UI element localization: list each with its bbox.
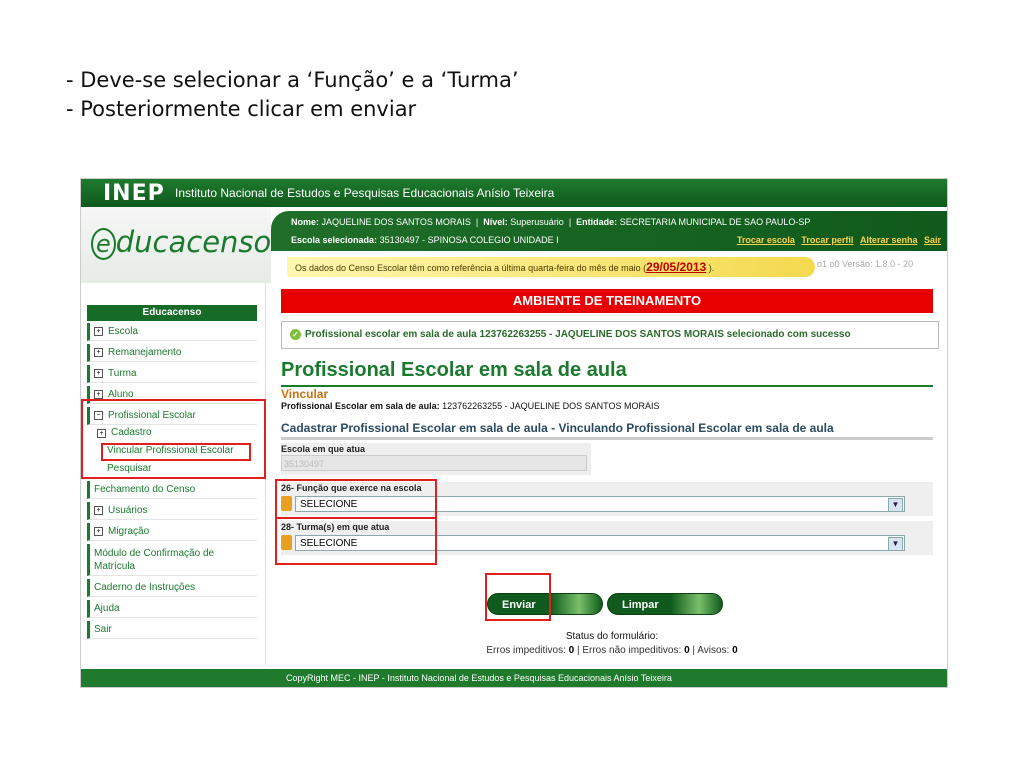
- expand-icon[interactable]: +: [94, 348, 103, 357]
- collapse-icon[interactable]: −: [94, 411, 103, 420]
- version-label: o1 o0 Versão: 1.8.0 - 20: [817, 259, 914, 269]
- sidebar-item-profissional-escolar[interactable]: − Profissional Escolar: [87, 407, 257, 425]
- header-links: [733, 235, 941, 245]
- trocar-perfil-link[interactable]: Trocar perfil: [801, 235, 854, 245]
- page-subtitle: Vincular: [281, 387, 329, 401]
- chevron-down-icon[interactable]: ▼: [888, 537, 903, 551]
- sidebar-subitem-pesquisar[interactable]: Pesquisar: [107, 463, 152, 474]
- header: [81, 207, 947, 283]
- alterar-senha-link[interactable]: Alterar senha: [859, 235, 918, 245]
- highlight-profissional-menu: [81, 399, 266, 479]
- sidebar-subitem-cadastro[interactable]: + Cadastro: [97, 427, 152, 438]
- sidebar-item-escola[interactable]: + Escola: [87, 323, 257, 341]
- form-status-title: Status do formulário:: [565, 631, 659, 642]
- footer: CopyRight MEC - INEP - Instituto Nacional de Estudos e Pesquisas Educacionais Anísio Teixeira: [81, 669, 947, 687]
- chevron-down-icon[interactable]: ▼: [888, 498, 903, 512]
- page-title: Profissional Escolar em sala de aula: [281, 359, 933, 387]
- inep-logo: INEP: [103, 181, 165, 206]
- check-icon: ✓: [290, 329, 301, 340]
- escola-label: Escola em que atua: [281, 444, 366, 454]
- sidebar-item-turma[interactable]: + Turma: [87, 365, 257, 383]
- expand-icon[interactable]: +: [94, 390, 103, 399]
- sidebar-item-aluno[interactable]: + Aluno: [87, 386, 257, 404]
- escola-field: 35130497: [281, 455, 587, 471]
- selected-professional: Profissional Escolar em sala de aula: 123762263255 - JAQUELINE DOS SANTOS MORAIS: [281, 401, 660, 411]
- trocar-escola-link[interactable]: Trocar escola: [736, 235, 795, 245]
- highlight-vincular-item: [101, 443, 251, 461]
- expand-icon[interactable]: +: [94, 527, 103, 536]
- inep-institute-name: Instituto Nacional de Estudos e Pesquisas Educacionais Anísio Teixeira: [175, 186, 555, 200]
- user-info-line: Nome: JAQUELINE DOS SANTOS MORAIS | Nível: Superusuário | Entidade: SECRETARIA MUNICIPAL DE SAO PAULO-SP: [291, 217, 811, 227]
- training-banner: AMBIENTE DE TREINAMENTO: [281, 289, 933, 313]
- sidebar-subitem-vincular[interactable]: Vincular Profissional Escolar: [107, 445, 234, 456]
- instructions: [66, 66, 519, 124]
- sidebar-item-sair[interactable]: Sair: [87, 621, 257, 639]
- sidebar-item-modulo-confirmacao[interactable]: Módulo de Confirmação de Matrícula: [87, 544, 257, 576]
- expand-icon[interactable]: +: [94, 506, 103, 515]
- inep-topbar: [81, 179, 947, 207]
- sidebar-title: Educacenso: [87, 305, 257, 321]
- sidebar-item-usuarios[interactable]: + Usuários: [87, 502, 257, 520]
- turma-label: 28- Turma(s) em que atua: [281, 522, 390, 532]
- limpar-button[interactable]: Limpar: [607, 593, 723, 615]
- expand-icon[interactable]: +: [94, 327, 103, 336]
- main-content: [277, 283, 947, 665]
- school-info-line: Escola selecionada: 35130497 - SPINOSA COLEGIO UNIDADE I: [291, 235, 559, 245]
- app-window: [80, 178, 948, 688]
- form-status-counts: Erros impeditivos: 0 | Erros não impeditivos: 0 | Avisos: 0: [486, 645, 738, 656]
- instruction-line-1: - Deve-se selecionar a ‘Função’ e a ‘Turma’: [66, 68, 519, 92]
- section-title: Cadastrar Profissional Escolar em sala de aula - Vinculando Profissional Escolar em sala de aula: [281, 421, 933, 440]
- enviar-button[interactable]: Enviar: [487, 593, 603, 615]
- highlight-turma: [275, 517, 437, 565]
- turma-select[interactable]: SELECIONE ▼: [295, 535, 905, 551]
- sidebar-item-migracao[interactable]: + Migração: [87, 523, 257, 541]
- sidebar-item-remanejamento[interactable]: + Remanejamento: [87, 344, 257, 362]
- success-message: ✓ Profissional escolar em sala de aula 123762263255 - JAQUELINE DOS SANTOS MORAIS selecionado com sucesso: [281, 321, 939, 349]
- sidebar-item-caderno[interactable]: Caderno de Instruções: [87, 579, 257, 597]
- sair-link[interactable]: Sair: [923, 235, 941, 245]
- sidebar-item-ajuda[interactable]: Ajuda: [87, 600, 257, 618]
- sidebar-item-fechamento[interactable]: Fechamento do Censo: [87, 481, 257, 499]
- expand-icon[interactable]: +: [94, 369, 103, 378]
- expand-icon[interactable]: +: [97, 429, 106, 438]
- user-info-band: [271, 211, 947, 251]
- reference-date: 29/05/2013: [646, 260, 707, 274]
- highlight-funcao: [275, 479, 437, 519]
- funcao-label: 26- Função que exerce na escola: [281, 483, 422, 493]
- instruction-line-2: - Posteriormente clicar em enviar: [66, 97, 417, 121]
- educacenso-logo[interactable]: e ducacenso: [81, 207, 271, 283]
- highlight-enviar: [485, 573, 551, 621]
- census-reference-notice: Os dados do Censo Escolar têm como referência a última quarta-feira do mês de maio (29/05/2013 ).: [287, 257, 815, 277]
- funcao-select[interactable]: SELECIONE ▼: [295, 496, 905, 512]
